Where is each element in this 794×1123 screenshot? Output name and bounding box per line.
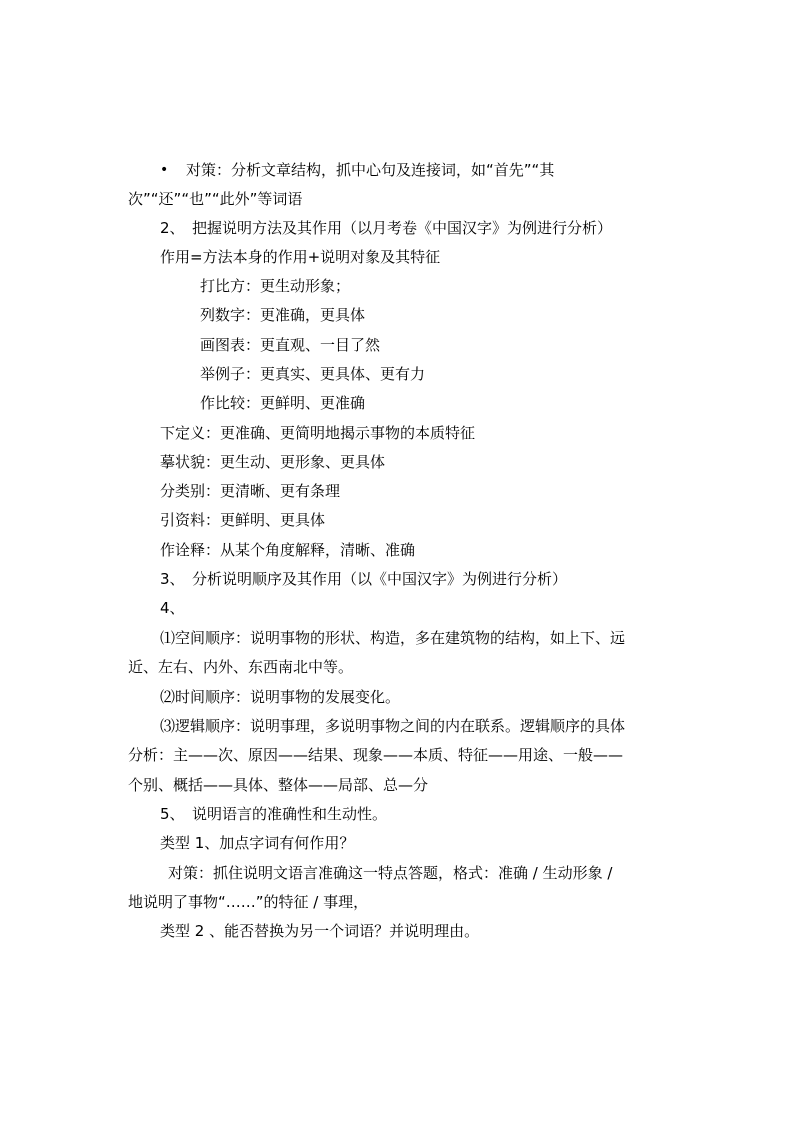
type-1-question: 类型 1、加点字词有何作用？	[160, 834, 355, 852]
method-item: 引资料：更鲜明、更具体	[160, 511, 326, 529]
bullet-dot: •	[160, 162, 169, 178]
method-item: 作比较：更鲜明、更准确	[200, 394, 366, 412]
order-logic-line-1: ⑶逻辑顺序：说明事理，多说明事物之间的内在联系。逻辑顺序的具体	[160, 717, 626, 735]
method-item: 摹状貌：更生动、更形象、更具体	[160, 453, 386, 471]
method-item: 下定义：更准确、更简明地揭示事物的本质特征	[160, 424, 476, 442]
order-logic-line-3: 个别、概括——具体、整体——局部、总—分	[128, 776, 429, 794]
strategy-line-1: 对策：分析文章结构，抓中心句及连接词，如“首先”“其	[186, 161, 555, 179]
method-item: 列数字：更准确，更具体	[200, 306, 366, 324]
order-logic-line-2: 分析：主——次、原因——结果、现象——本质、特征——用途、一般——	[128, 746, 624, 764]
order-spatial-line-2: 近、左右、内外、东西南北中等。	[128, 658, 354, 676]
type-2-question: 类型 2 、能否替换为另一个词语？并说明理由。	[160, 922, 480, 940]
section-2-heading: 2、 把握说明方法及其作用（以月考卷《中国汉字》为例进行分析）	[160, 219, 613, 237]
section-5-heading: 5、 说明语言的准确性和生动性。	[160, 805, 388, 823]
method-item: 打比方：更生动形象；	[200, 277, 351, 295]
method-item: 分类别：更清晰、更有条理	[160, 482, 341, 500]
method-item: 作诠释：从某个角度解释，清晰、准确	[160, 541, 416, 559]
order-spatial-line-1: ⑴空间顺序：说明事物的形状、构造，多在建筑物的结构，如上下、远	[160, 629, 626, 647]
method-item: 举例子：更真实、更具体、更有力	[200, 365, 426, 383]
order-time: ⑵时间顺序：说明事物的发展变化。	[160, 688, 401, 706]
method-item: 画图表：更直观、一目了然	[200, 336, 381, 354]
strategy-line-2: 次”“还”“也”“此外”等词语	[128, 190, 303, 208]
section-2-formula: 作用=方法本身的作用+说明对象及其特征	[160, 248, 441, 266]
strategy-2-line-2: 地说明了事物“……”的特征 / 事理，	[128, 893, 369, 911]
strategy-2-line-1: 对策：抓住说明文语言准确这一特点答题，格式：准确 / 生动形象 /	[168, 864, 613, 882]
section-3-heading: 3、 分析说明顺序及其作用（以《中国汉字》为例进行分析）	[160, 570, 568, 588]
section-4-heading: 4、	[160, 599, 185, 617]
